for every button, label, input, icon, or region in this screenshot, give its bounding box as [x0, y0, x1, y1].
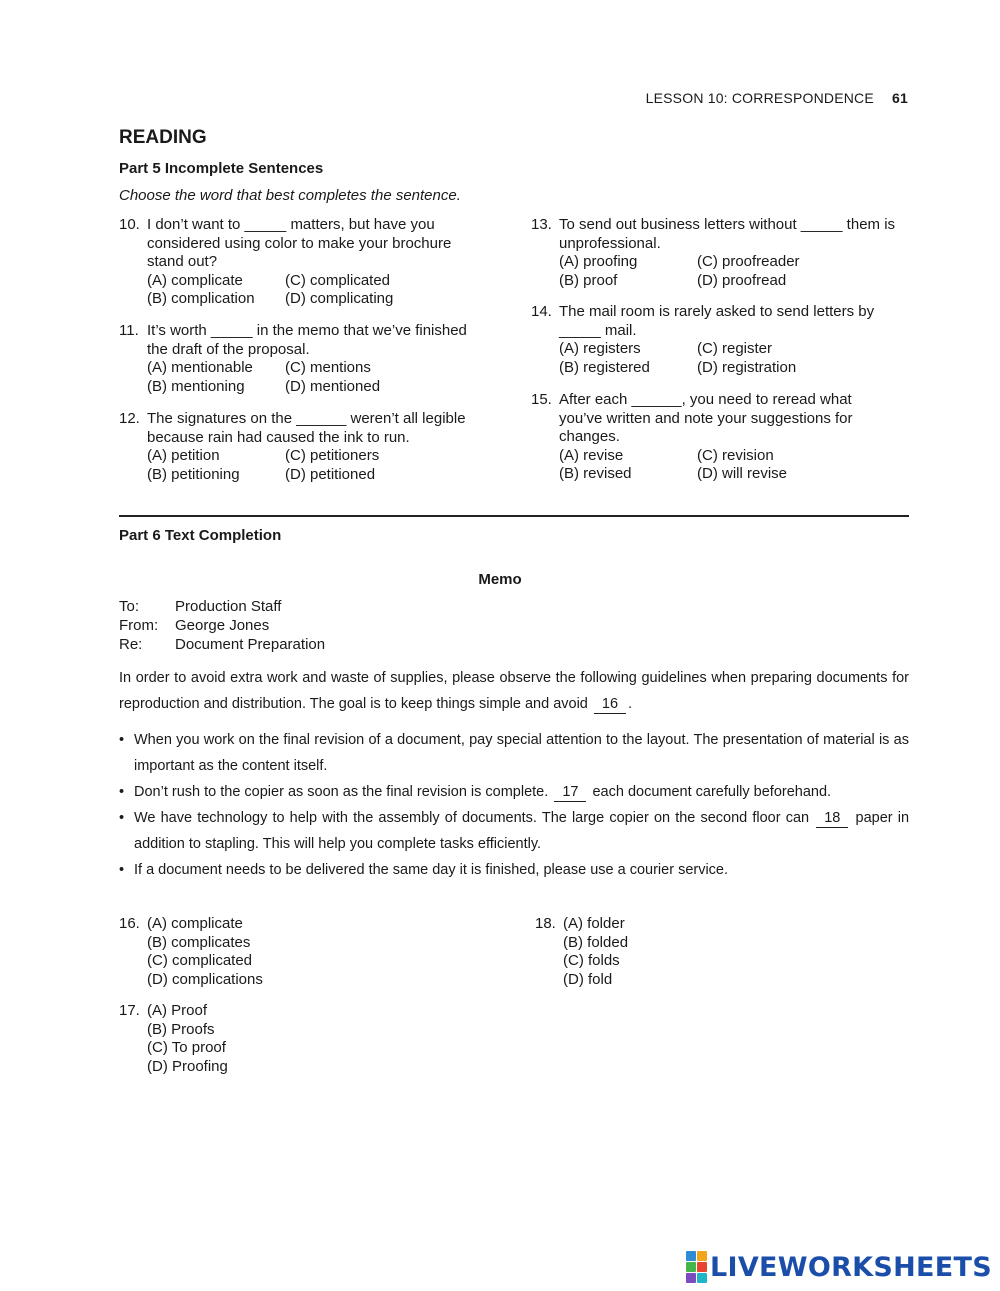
- question-line: considered using color to make your brochure: [147, 234, 452, 252]
- part5-instruction: Choose the word that best completes the sentence.: [119, 187, 461, 204]
- blank-18[interactable]: 18: [816, 809, 848, 828]
- guideline-3: [119, 805, 909, 857]
- answer-option[interactable]: (B) complicates: [147, 933, 251, 951]
- memo-from-label: From:: [119, 617, 159, 634]
- section-divider: [119, 515, 909, 517]
- answer-option[interactable]: (C) register: [697, 340, 773, 357]
- question-number: 14.: [531, 303, 552, 320]
- answer-option[interactable]: (C) revision: [697, 446, 774, 464]
- question-line: changes.: [559, 428, 620, 445]
- liveworksheets-logo[interactable]: [686, 1251, 992, 1283]
- answer-option[interactable]: (A) mentionable: [147, 359, 253, 376]
- logo-block: [686, 1273, 696, 1283]
- memo-from: George Jones: [175, 617, 270, 634]
- question-15: [531, 391, 853, 484]
- answer-option[interactable]: (A) folder: [563, 915, 625, 932]
- question-line: you’ve written and note your suggestions for: [559, 409, 853, 427]
- page-header: [646, 90, 908, 106]
- memo-intro: [119, 665, 909, 717]
- answer-option[interactable]: (A) Proof: [147, 1002, 208, 1019]
- question-line: the draft of the proposal.: [147, 340, 310, 358]
- question-10: [119, 216, 451, 309]
- question-line: To send out business letters without _____ them is: [559, 216, 896, 233]
- memo-guidelines: [119, 727, 909, 883]
- answer-option[interactable]: (D) mentioned: [285, 377, 381, 395]
- page-number: 61: [892, 90, 908, 106]
- answer-option[interactable]: (B) complication: [147, 290, 255, 307]
- question-13: [531, 216, 895, 290]
- memo-title: Memo: [478, 571, 522, 588]
- answer-option[interactable]: (D) complications: [147, 970, 263, 988]
- memo-re: Document Preparation: [175, 636, 326, 653]
- answer-option[interactable]: (A) complicate: [147, 271, 243, 289]
- memo-to: Production Staff: [175, 598, 282, 615]
- question-16: [119, 915, 263, 989]
- answer-option[interactable]: (B) folded: [563, 933, 629, 951]
- question-number: 11.: [119, 322, 139, 339]
- question-line: The signatures on the ______ weren’t all legible: [147, 410, 466, 427]
- logo-text: LIVEWORKSHEETS: [709, 1251, 992, 1283]
- question-18: [535, 915, 628, 989]
- logo-block: [686, 1251, 696, 1261]
- question-17: [119, 1002, 228, 1076]
- memo-re-label: Re:: [119, 636, 143, 653]
- guideline-3-text: We have technology to help with the assembly of documents. The large copier on the second floor can: [134, 810, 810, 826]
- answer-option[interactable]: (B) registered: [559, 358, 650, 376]
- question-number: 15.: [531, 391, 552, 408]
- guideline-2-text-end: each document carefully beforehand.: [592, 784, 832, 800]
- question-number: 13.: [531, 216, 552, 233]
- answer-option[interactable]: (D) proofread: [697, 271, 787, 289]
- answer-option[interactable]: (D) Proofing: [147, 1057, 228, 1075]
- answer-option[interactable]: (A) proofing: [559, 253, 638, 270]
- logo-block: [697, 1251, 707, 1261]
- guideline-2: [119, 779, 909, 805]
- answer-option[interactable]: (C) mentions: [285, 359, 371, 376]
- question-line: unprofessional.: [559, 234, 661, 252]
- question-number: 10.: [119, 216, 140, 233]
- guideline-4: • If a document needs to be delivered the same day it is finished, please use a courier service.: [119, 857, 909, 883]
- answer-option[interactable]: (B) Proofs: [147, 1020, 215, 1038]
- answer-option[interactable]: (D) complicating: [285, 290, 394, 307]
- question-line: because rain had caused the ink to run.: [147, 428, 410, 446]
- question-line: The mail room is rarely asked to send letters by: [559, 303, 875, 320]
- memo-to-label: To:: [119, 598, 140, 615]
- guideline-3-text-end: paper in addition to stapling. This will help you complete tasks efficiently.: [134, 810, 910, 852]
- question-number: 16.: [119, 915, 140, 932]
- logo-block: [697, 1273, 707, 1283]
- question-number: 18.: [535, 915, 556, 932]
- question-12: [119, 410, 466, 484]
- memo-intro-text: In order to avoid extra work and waste of supplies, please observe the following guidelines when preparing documents for reproduction and distribution. The goal is to keep things simple and avoid: [119, 670, 909, 712]
- answer-option[interactable]: (C) petitioners: [285, 447, 380, 464]
- answer-option[interactable]: (A) revise: [559, 446, 624, 464]
- memo-intro-end: .: [628, 696, 633, 712]
- question-11: [119, 322, 467, 396]
- question-number: 12.: [119, 410, 140, 427]
- lesson-title: LESSON 10: CORRESPONDENCE: [645, 90, 874, 106]
- answer-option[interactable]: (A) complicate: [147, 915, 243, 932]
- answer-option[interactable]: (A) petition: [147, 447, 220, 464]
- answer-option[interactable]: (D) petitioned: [285, 465, 376, 483]
- blank-17[interactable]: 17: [554, 783, 586, 802]
- part6-heading: Part 6 Text Completion: [119, 527, 282, 544]
- logo-block: [686, 1262, 696, 1272]
- answer-option[interactable]: (B) petitioning: [147, 465, 240, 483]
- blank-16[interactable]: 16: [594, 695, 626, 714]
- section-title: READING: [119, 127, 207, 148]
- answer-option[interactable]: (C) proofreader: [697, 253, 800, 270]
- answer-option[interactable]: (D) fold: [563, 970, 613, 988]
- answer-option[interactable]: (C) complicated: [285, 271, 391, 289]
- guideline-1: • When you work on the final revision of a document, pay special attention to the layout. The presentation of material is as important as the content itself.: [119, 727, 909, 779]
- question-number: 17.: [119, 1002, 140, 1019]
- answer-option[interactable]: (C) folds: [563, 952, 620, 969]
- question-line: It’s worth _____ in the memo that we’ve finished: [147, 322, 467, 339]
- liveworksheets-logo-icon: [686, 1251, 707, 1283]
- answer-option[interactable]: (C) complicated: [147, 952, 253, 969]
- part5-heading: Part 5 Incomplete Sentences: [119, 160, 324, 177]
- answer-option[interactable]: (C) To proof: [147, 1039, 226, 1056]
- logo-block: [697, 1262, 707, 1272]
- guideline-2-text: Don’t rush to the copier as soon as the final revision is complete.: [134, 784, 549, 800]
- answer-option[interactable]: (B) revised: [559, 465, 632, 482]
- answer-option[interactable]: (D) registration: [697, 358, 797, 376]
- answer-option[interactable]: (B) proof: [559, 271, 618, 289]
- answer-option[interactable]: (A) registers: [559, 340, 641, 357]
- question-line: stand out?: [147, 253, 218, 270]
- question-line: I don’t want to _____ matters, but have you: [147, 216, 435, 233]
- question-line: _____ mail.: [559, 321, 637, 339]
- answer-option[interactable]: (B) mentioning: [147, 377, 245, 395]
- answer-option[interactable]: (D) will revise: [697, 465, 787, 482]
- question-line: After each ______, you need to reread what: [559, 391, 852, 408]
- question-14: [531, 303, 874, 377]
- memo-header: [119, 597, 325, 654]
